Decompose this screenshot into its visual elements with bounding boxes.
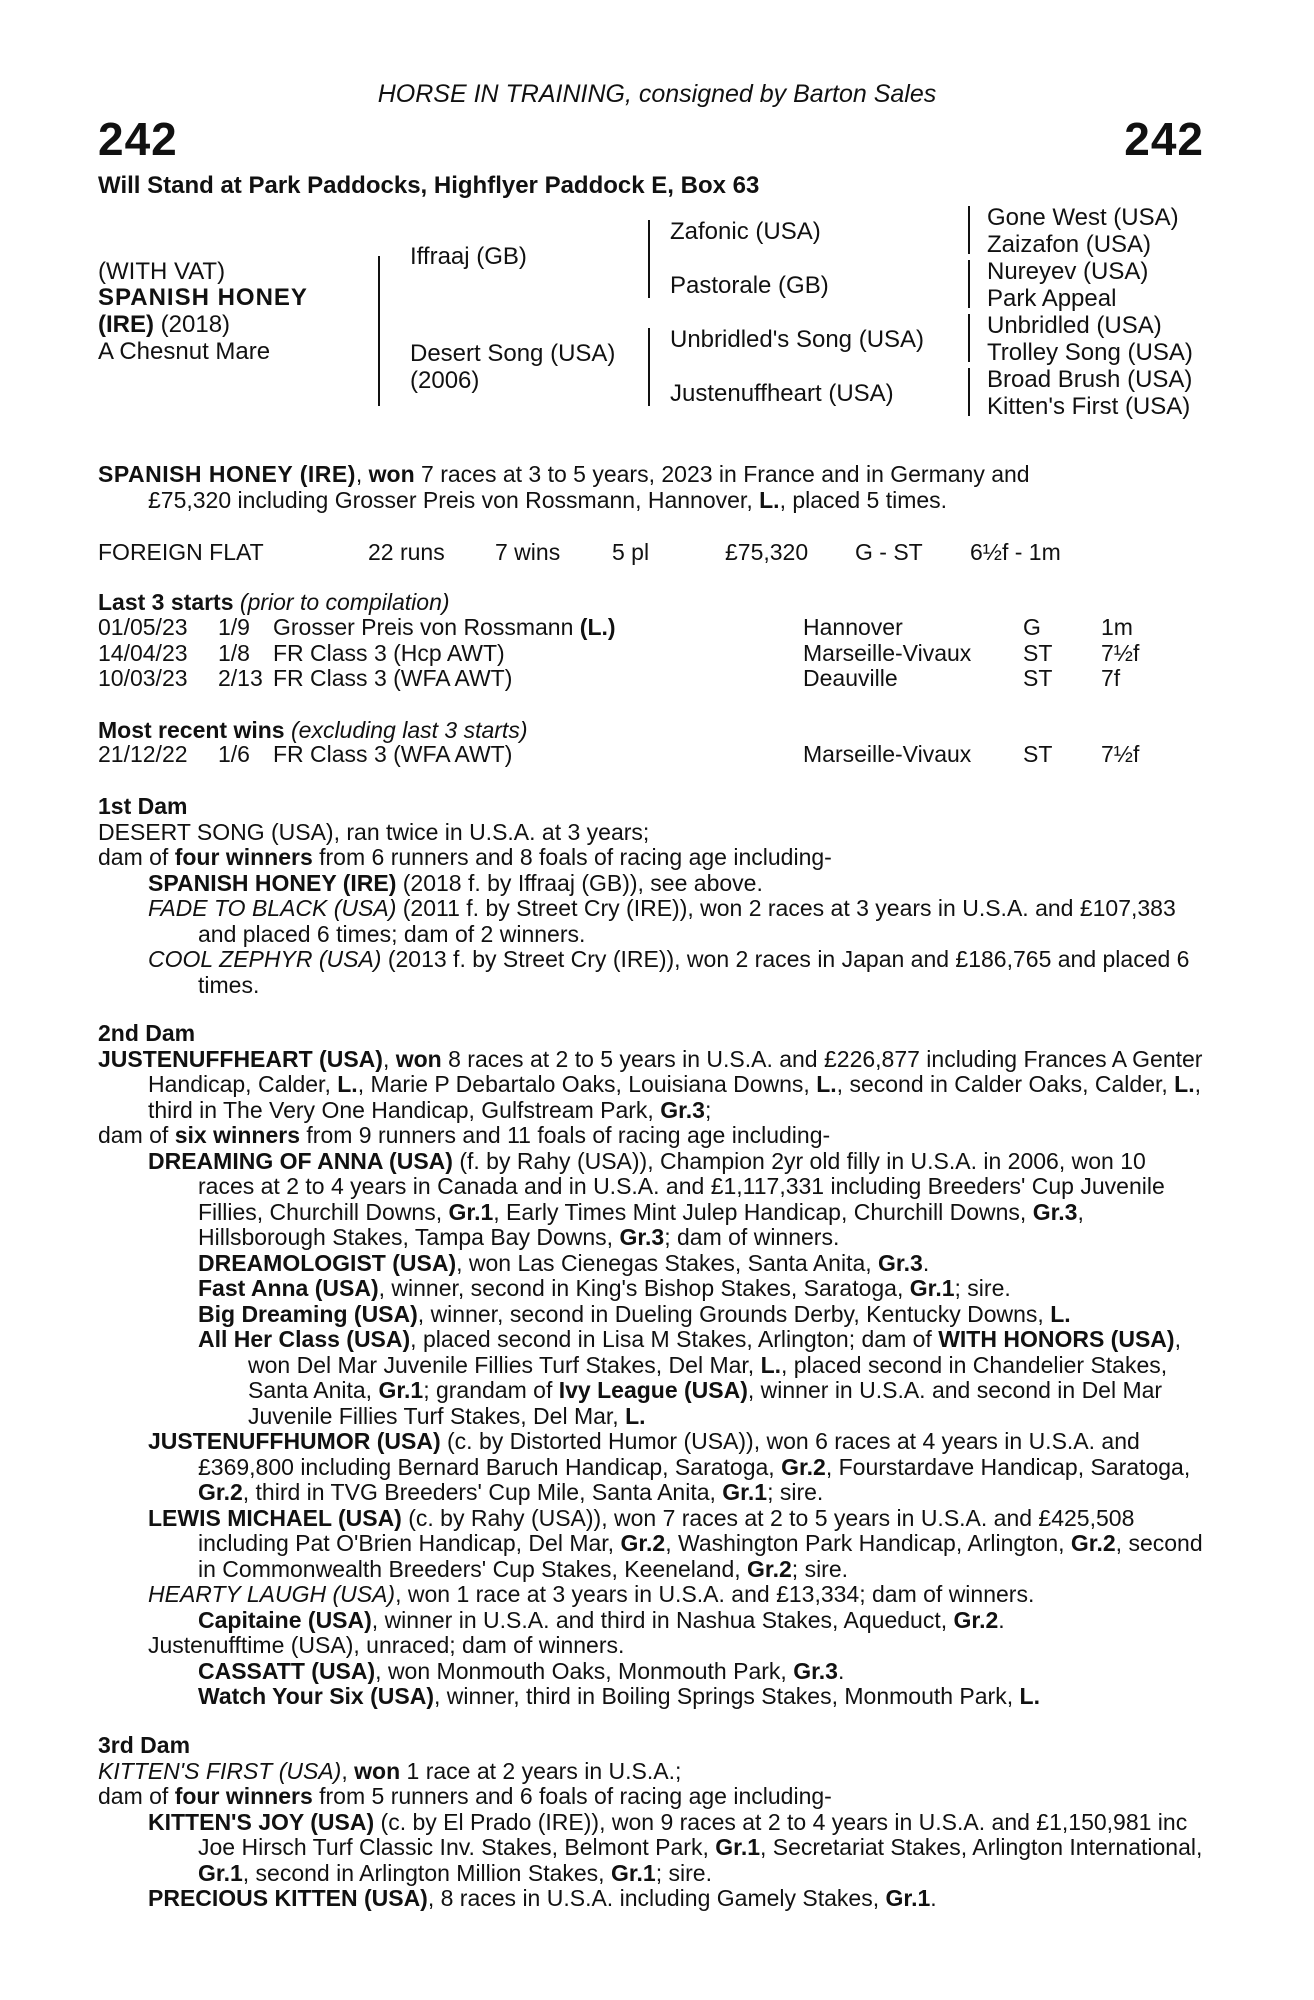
table-row: 01/05/23 1/9 Grosser Preis von Rossmann (L.) Hannover G 1m [98, 614, 1133, 640]
list-item: COOL ZEPHYR (USA) (2013 f. by Street Cry (IRE)), won 2 races in Japan and £186,765 and placed 6 times. [148, 946, 1190, 998]
record-runs: 22 runs [368, 539, 445, 565]
second-dam-section: 2nd Dam JUSTENUFFHEART (USA), won 8 races at 2 to 5 years in U.S.A. and £226,877 including Frances A Genter Handicap, Calder, L., Marie P Debartalo Oaks, Louisiana Downs, L., second in Calder Oaks, Calder, L., third in The Very One Handicap, Gulfstream Park, Gr.3; dam of six winners from 9 runners and 11 foals of racing age including- DREAMING OF ANNA (USA) (f. by Rahy (USA)), Champion 2yr old filly in U.S.A. in 2006, won 10 races at 2 to 4 years in Canada and in U.S.A. and £1,117,331 including Breeders' Cup Juvenile Fillies, Churchill Downs, Gr.1, Early Times Mint Julep Handicap, Churchill Downs, Gr.3, Hillsborough Stakes, Tampa Bay Downs, Gr.3; dam of winners. DREAMOLOGIST (USA), won Las Cienegas Stakes, Santa Anita, Gr.3. Fast Anna (USA), winner, second in King's Bishop Stakes, Saratoga, Gr.1; sire. Big Dreaming (USA), winner, second in Dueling Grounds Derby, Kentucky Downs, L. All Her Class (USA), placed second in Lisa M Stakes, Arlington; dam of WITH HONORS (USA), won Del Mar Juvenile Fillies Turf Stakes, Del Mar, L., placed second in Chandelier Stakes, Santa Anita, Gr.1; grandam of Ivy League (USA), winner in U.S.A. and second in Del Mar Juvenile Fillies Turf Stakes, Del Mar, L. JUSTENUFFHUMOR (USA) (c. by Distorted Humor (USA)), won 6 races at 4 years in U.S.A. and £369,800 including Bernard Baruch Handicap, Saratoga, Gr.2, Fourstardave Handicap, Saratoga, Gr.2, third in TVG Breeders' Cup Mile, Santa Anita, Gr.1; sire. LEWIS MICHAEL (USA) (c. by Rahy (USA)), won 7 races at 2 to 5 years in U.S.A. and £425,508 including Pat O'Brien Handicap, Del Mar, Gr.2, Washington Park Handicap, Arlington, Gr.2, second in Commonwealth Breeders' Cup Stakes, Keeneland, Gr.2; sire. HEARTY LAUGH (USA), won 1 race at 3 years in U.S.A. and £13,334; dam of winners. Capitaine (USA), winner in U.S.A. and third in Nashua Stakes, Aqueduct, Gr.2. Justenufftime (USA), unraced; dam of winners. CASSATT (USA), won Monmouth Oaks, Monmouth Park, Gr.3. Watch Your Six (USA), winner, third in Boiling Springs Stakes, Monmouth Park, L. [98, 1020, 1203, 1709]
sire-name: Iffraaj (GB) [410, 243, 527, 270]
recentwins-table [98, 742, 1139, 768]
record-earnings: £75,320 [725, 539, 809, 565]
record-going: G - ST [855, 539, 923, 565]
list-item: All Her Class (USA), placed second in Lisa M Stakes, Arlington; dam of WITH HONORS (USA), won Del Mar Juvenile Fillies Turf Stakes, Del Mar, L., placed second in Chandelier Stakes, Santa Anita, Gr.1; grandam of Ivy League (USA), winner in U.S.A. and second in Del Mar Juvenile Fillies Turf Stakes, Del Mar, L. [198, 1326, 1181, 1429]
race-summary: SPANISH HONEY (IRE), won 7 races at 3 to 5 years, 2023 in France and in Germany and £75,320 including Grosser Preis von Rossmann, Hannover, L., placed 5 times. [98, 461, 1030, 513]
table-row: 21/12/22 1/6 FR Class 3 (WFA AWT) Marseille-Vivaux ST 7½f [98, 741, 1140, 767]
g3-dsd: Trolley Song (USA) [987, 339, 1193, 366]
horse-name: SPANISH HONEY [98, 284, 308, 311]
g3-dds: Broad Brush (USA) [987, 366, 1193, 393]
sire-sire: Zafonic (USA) [670, 218, 821, 245]
g3-ddd: Kitten's First (USA) [987, 393, 1191, 420]
list-item: Justenufftime (USA), unraced; dam of winners. [148, 1632, 625, 1658]
list-item: CASSATT (USA), won Monmouth Oaks, Monmouth Park, Gr.3. [198, 1657, 845, 1684]
pedigree-brace-g3c [968, 314, 970, 362]
list-item: Fast Anna (USA), winner, second in King's Bishop Stakes, Saratoga, Gr.1; sire. [198, 1275, 1011, 1301]
list-item: HEARTY LAUGH (USA), won 1 race at 3 years in U.S.A. and £13,334; dam of winners. [148, 1581, 1035, 1607]
list-item: LEWIS MICHAEL (USA) (c. by Rahy (USA)), won 7 races at 2 to 5 years in U.S.A. and £425,508 including Pat O'Brien Handicap, Del Mar, Gr.2, Washington Park Handicap, Arlington, Gr.2, second in Commonwealth Breeders' Cup Stakes, Keeneland, Gr.2; sire. [148, 1504, 1203, 1582]
list-item: KITTEN'S JOY (USA) (c. by El Prado (IRE)), won 9 races at 2 to 4 years in U.S.A. and £1,150,981 inc Joe Hirsch Turf Classic Inv. Stakes, Belmont Park, Gr.1, Secretariat Stakes, Arlington International, Gr.1, second in Arlington Million Stakes, Gr.1; sire. [148, 1808, 1203, 1886]
list-item: Watch Your Six (USA), winner, third in Boiling Springs Stakes, Monmouth Park, L. [198, 1683, 1040, 1709]
pedigree-brace-dam [648, 328, 650, 406]
recentwins-heading: Most recent wins (excluding last 3 starts) [98, 717, 528, 743]
g3-ssd: Zaizafon (USA) [987, 231, 1152, 258]
dam-year: (2006) [410, 367, 480, 394]
list-item: FADE TO BLACK (USA) (2011 f. by Street Cry (IRE)), won 2 races at 3 years in U.S.A. and £107,383 and placed 6 times; dam of 2 winners. [148, 895, 1176, 947]
pedigree-brace-sire [648, 220, 650, 298]
vat-note: (WITH VAT) [98, 258, 226, 285]
record-wins: 7 wins [495, 539, 561, 565]
pedigree-brace-g3b [968, 260, 970, 308]
pedigree-brace-g3a [968, 206, 970, 254]
list-item: DREAMOLOGIST (USA), won Las Cienegas Stakes, Santa Anita, Gr.3. [198, 1249, 930, 1276]
record-placed: 5 pl [612, 539, 650, 565]
dam-sire: Unbridled's Song (USA) [670, 326, 925, 353]
lot-number-left: 242 [98, 113, 178, 165]
table-row: 14/04/23 1/8 FR Class 3 (Hcp AWT) Marseille-Vivaux ST 7½f [98, 639, 1140, 666]
table-row: 10/03/23 2/13 FR Class 3 (WFA AWT) Deauville ST 7f [98, 665, 1121, 691]
stand-location: Will Stand at Park Paddocks, Highflyer Paddock E, Box 63 [98, 172, 760, 199]
pedigree-brace-g3d [968, 368, 970, 416]
horse-origin-year: (IRE) (2018) [98, 311, 231, 338]
record-category: FOREIGN FLAT [98, 539, 264, 565]
first-dam-section: 1st Dam DESERT SONG (USA), ran twice in U.S.A. at 3 years; dam of four winners from 6 runners and 8 foals of racing age including- SPANISH HONEY (IRE) (2018 f. by Iffraaj (GB)), see above. FADE TO BLACK (USA) (2011 f. by Street Cry (IRE)), won 2 races at 3 years in U.S.A. and £107,383 and placed 6 times; dam of 2 winners. COOL ZEPHYR (USA) (2013 f. by Street Cry (IRE)), won 2 races in Japan and £186,765 and placed 6 times. [98, 794, 1204, 998]
third-dam-heading: 3rd Dam [98, 1732, 191, 1758]
last3-heading: Last 3 starts (prior to compilation) [98, 589, 450, 615]
list-item: PRECIOUS KITTEN (USA), 8 races in U.S.A. including Gamely Stakes, Gr.1. [148, 1885, 937, 1911]
g3-sdd: Park Appeal [987, 285, 1117, 312]
g3-sds: Nureyev (USA) [987, 258, 1149, 285]
record-distance: 6½f - 1m [970, 539, 1061, 565]
first-dam-heading: 1st Dam [98, 793, 188, 819]
list-item: Capitaine (USA), winner in U.S.A. and third in Nashua Stakes, Aqueduct, Gr.2. [198, 1606, 1005, 1633]
last3-table [98, 615, 1139, 692]
g3-sss: Gone West (USA) [987, 204, 1179, 231]
sire-dam: Pastorale (GB) [670, 272, 829, 299]
list-item: DREAMING OF ANNA (USA) (f. by Rahy (USA)), Champion 2yr old filly in U.S.A. in 2006, won 10 races at 2 to 4 years in Canada and in U.S.A. and £1,117,331 including Breeders' Cup Juvenile Fillies, Churchill Downs, Gr.1, Early Times Mint Julep Handicap, Churchill Downs, Gr.3, Hillsborough Stakes, Tampa Bay Downs, Gr.3; dam of winners. [148, 1147, 1165, 1250]
horse-description: A Chesnut Mare [98, 338, 271, 365]
dam-name: Desert Song (USA) [410, 340, 616, 367]
pedigree-brace-main [378, 256, 380, 406]
lot-number-right: 242 [1124, 113, 1204, 165]
list-item: JUSTENUFFHUMOR (USA) (c. by Distorted Humor (USA)), won 6 races at 4 years in U.S.A. and £369,800 including Bernard Baruch Handicap, Saratoga, Gr.2, Fourstardave Handicap, Saratoga, Gr.2, third in TVG Breeders' Cup Mile, Santa Anita, Gr.1; sire. [148, 1428, 1191, 1505]
page-header-title: HORSE IN TRAINING, consigned by Barton Sales [377, 80, 937, 108]
second-dam-heading: 2nd Dam [98, 1020, 196, 1046]
dam-dam: Justenuffheart (USA) [670, 380, 894, 407]
list-item: SPANISH HONEY (IRE) (2018 f. by Iffraaj (GB)), see above. [148, 869, 763, 896]
list-item: Big Dreaming (USA), winner, second in Dueling Grounds Derby, Kentucky Downs, L. [198, 1300, 1071, 1327]
g3-dss: Unbridled (USA) [987, 312, 1162, 339]
third-dam-section: 3rd Dam KITTEN'S FIRST (USA), won 1 race at 2 years in U.S.A.; dam of four winners from 5 runners and 6 foals of racing age including- KITTEN'S JOY (USA) (c. by El Prado (IRE)), won 9 races at 2 to 4 years in U.S.A. and £1,150,981 inc Joe Hirsch Turf Classic Inv. Stakes, Belmont Park, Gr.1, Secretariat Stakes, Arlington International, Gr.1, second in Arlington Million Stakes, Gr.1; sire. PRECIOUS KITTEN (USA), 8 races in U.S.A. including Gamely Stakes, Gr.1. [98, 1732, 1203, 1911]
